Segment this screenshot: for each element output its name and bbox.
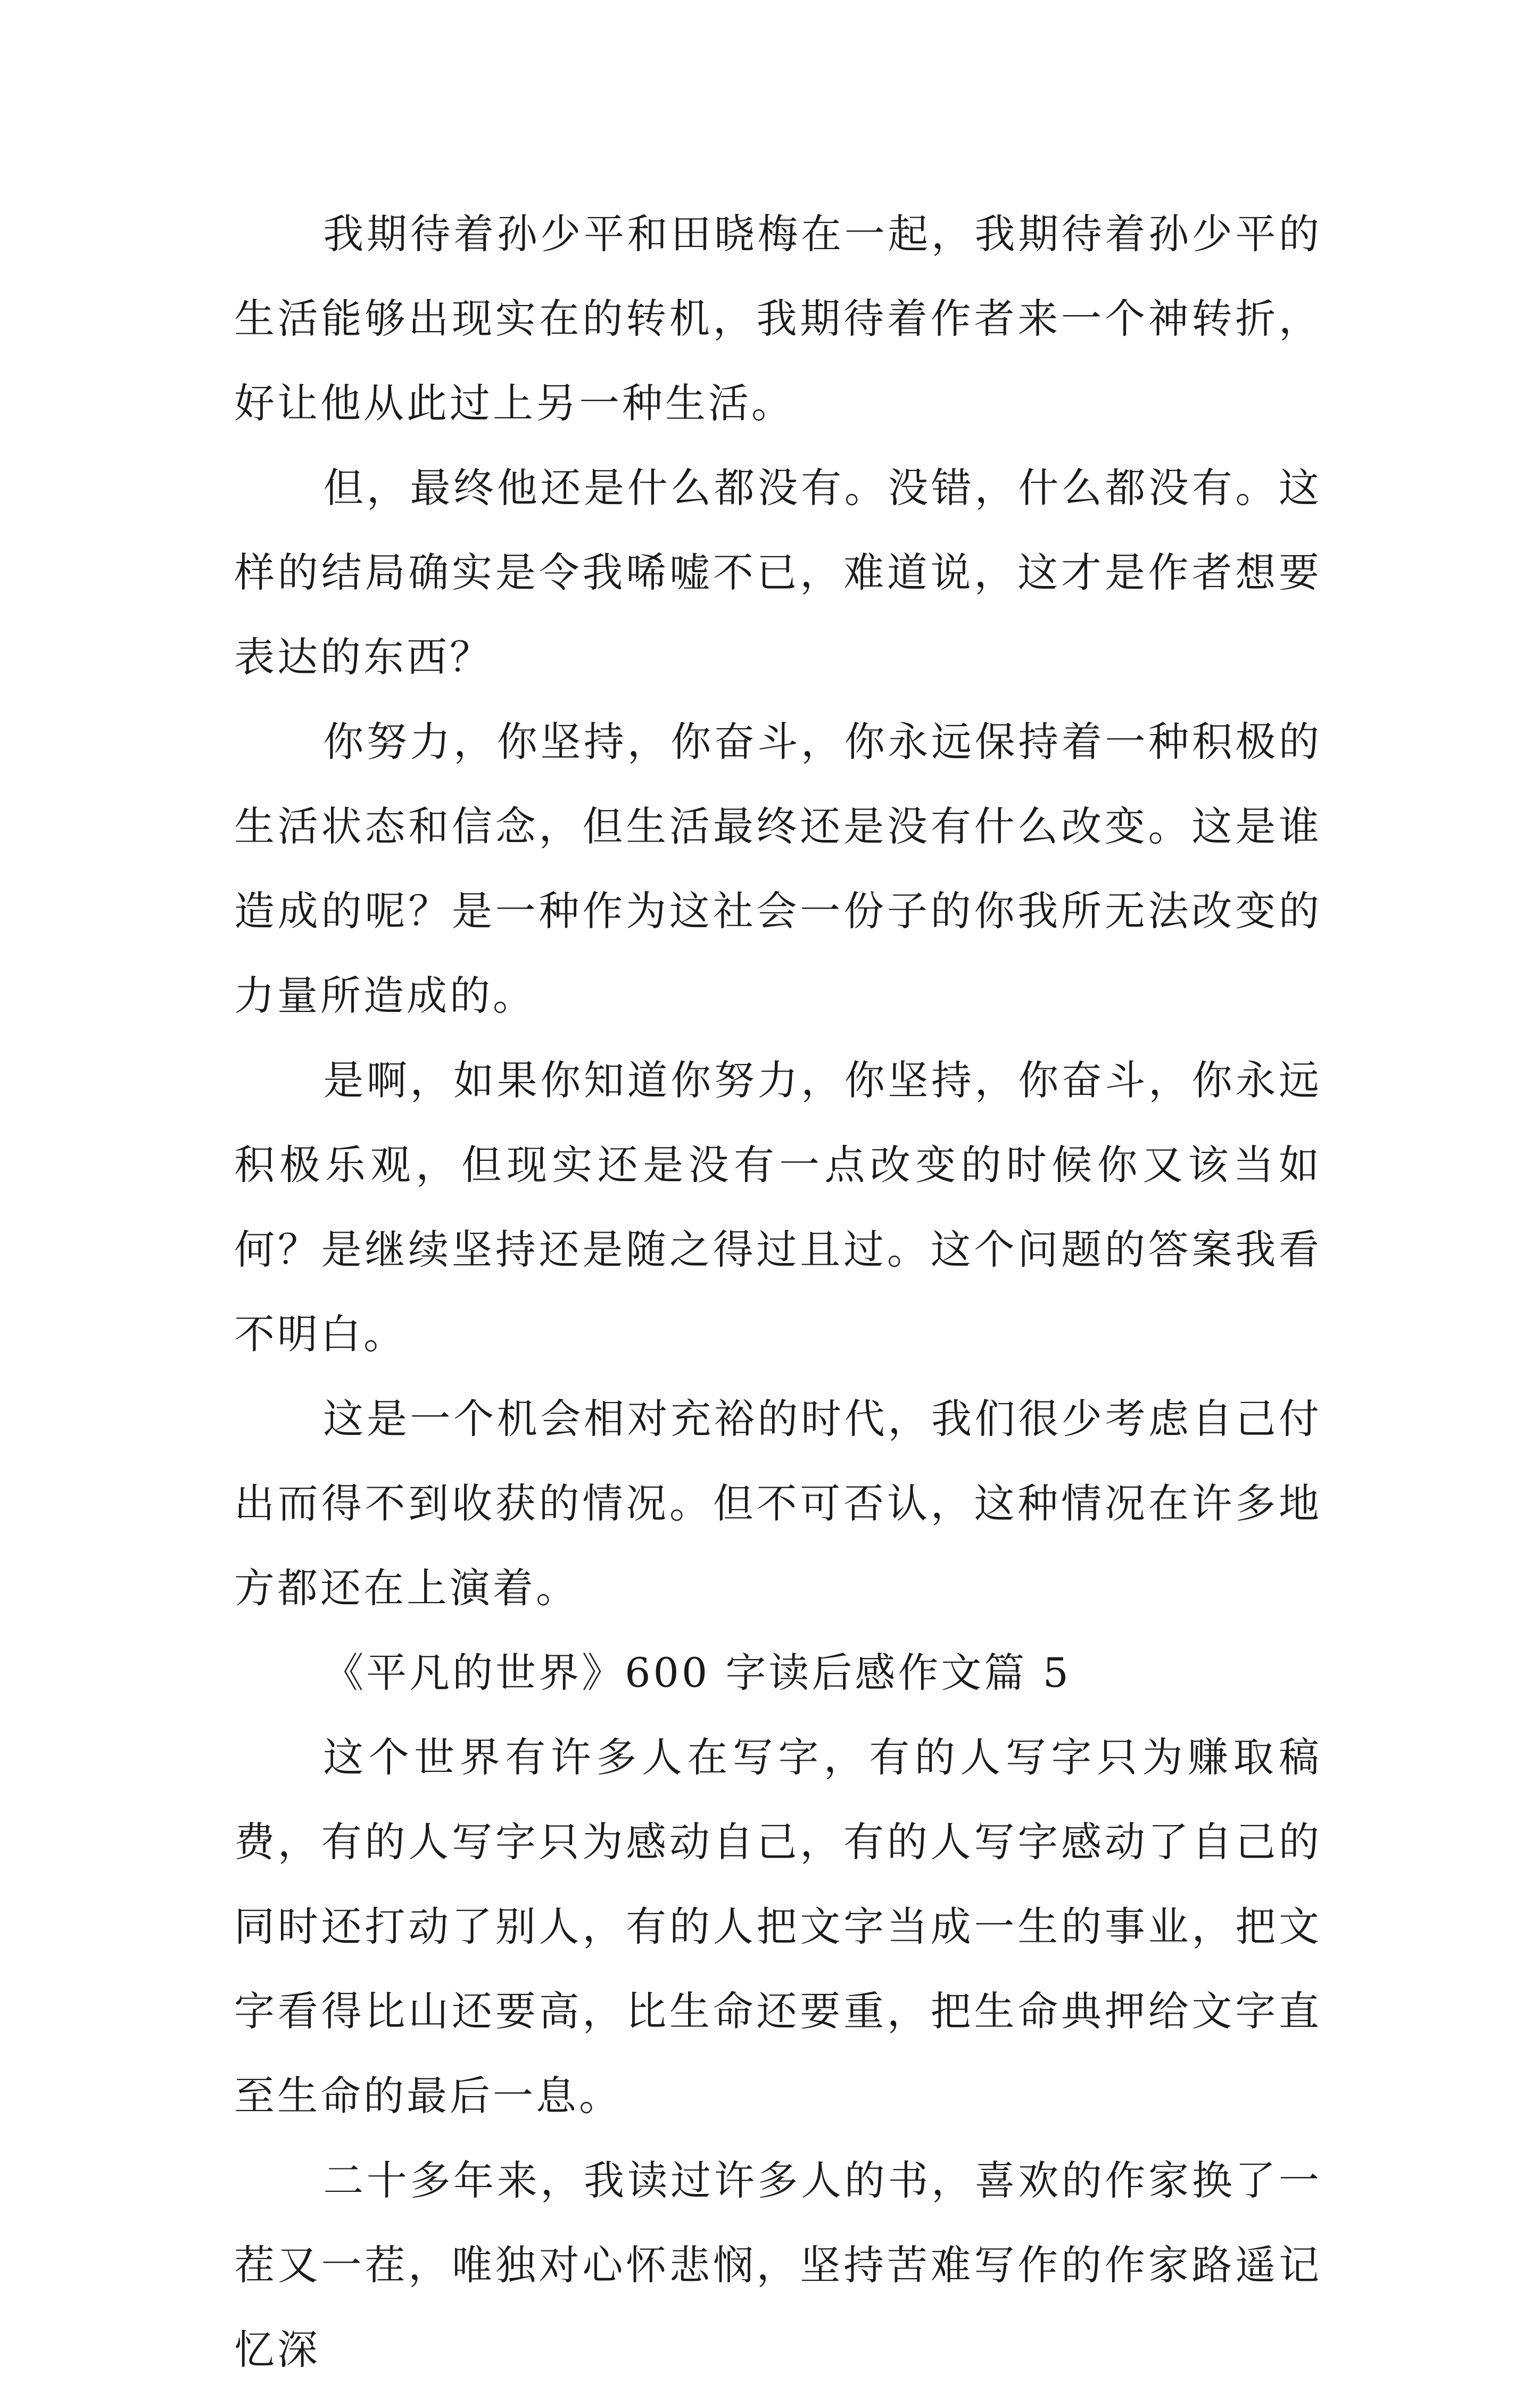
- paragraph-5: 这是一个机会相对充裕的时代，我们很少考虑自己付出而得不到收获的情况。但不可否认，这种情况在许多地方都还在上演着。: [234, 1395, 1322, 1612]
- paragraph-1: 我期待着孙少平和田晓梅在一起，我期待着孙少平的生活能够出现实在的转机，我期待着作者来一个神转折，好让他从此过上另一种生活。: [234, 210, 1322, 427]
- document-body: [234, 192, 1322, 2392]
- paragraph-3: 你努力，你坚持，你奋斗，你永远保持着一种积极的生活状态和信念，但生活最终还是没有什么改变。这是谁造成的呢？是一种作为这社会一份子的你我所无法改变的力量所造成的。: [234, 718, 1322, 1019]
- paragraph-2: 但，最终他还是什么都没有。没错，什么都没有。这样的结局确实是令我唏嘘不已，难道说，这才是作者想要表达的东西？: [234, 464, 1322, 681]
- paragraph-6: 这个世界有许多人在写字，有的人写字只为赚取稿费，有的人写字只为感动自己，有的人写字感动了自己的同时还打动了别人，有的人把文字当成一生的事业，把文字看得比山还要高，比生命还要重，把生命典押给文字直至生命的最后一息。: [234, 1734, 1322, 2119]
- paragraph-7: 二十多年来，我读过许多人的书，喜欢的作家换了一茬又一茬，唯独对心怀悲悯，坚持苦难写作的作家路遥记忆深: [234, 2157, 1322, 2373]
- paragraph-4: 是啊，如果你知道你努力，你坚持，你奋斗，你永远积极乐观，但现实还是没有一点改变的时候你又该当如何？是继续坚持还是随之得过且过。这个问题的答案我看不明白。: [234, 1057, 1322, 1358]
- section-heading: 《平凡的世界》600 字读后感作文篇 5: [323, 1649, 1071, 1696]
